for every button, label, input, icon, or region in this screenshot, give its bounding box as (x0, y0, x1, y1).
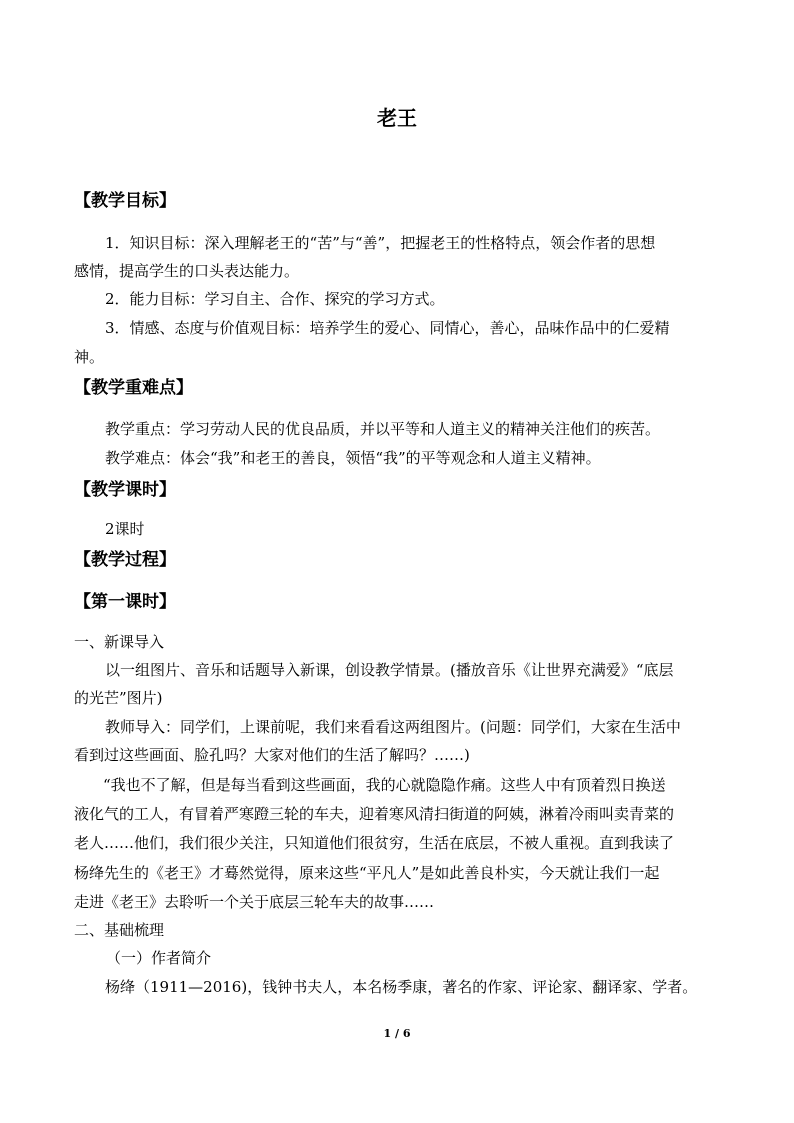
intro-line-9: 走进《老王》去聆听一个关于底层三轮车夫的故事…… (74, 893, 435, 911)
intro-line-4: 看到过这些画面、脸孔吗？大家对他们的生活了解吗？……) (74, 746, 470, 764)
page-title: 老王 (377, 106, 417, 130)
objectives-line-5: 神。 (74, 348, 105, 366)
intro-line-1: 以一组图片、音乐和话题导入新课，创设教学情景。(播放音乐《让世界充满爱》“底层 (105, 661, 674, 679)
intro-line-7: 老人……他们，我们很少关注，只知道他们很贫穷，生活在底层，不被人重视。直到我读了 (74, 834, 675, 852)
intro-line-6: 液化气的工人，有冒着严寒蹬三轮的车夫，迎着寒风清扫街道的阿姨，淋着冷雨叫卖青菜的 (74, 805, 675, 823)
key-points-line-2: 教学难点：体会“我”和老王的善良，领悟“我”的平等观念和人道主义精神。 (105, 449, 601, 467)
heading-hours: 【教学课时】 (74, 480, 176, 500)
intro-line-2: 的光芒”图片) (74, 689, 163, 707)
hours-value: 2课时 (105, 520, 145, 538)
heading-objectives: 【教学目标】 (74, 191, 176, 211)
intro-line-8: 杨绛先生的《老王》才蓦然觉得，原来这些“平凡人”是如此善良朴实，今天就让我们一起 (74, 864, 660, 882)
heading-basics: 二、基础梳理 (74, 921, 165, 939)
heading-first-lesson: 【第一课时】 (74, 592, 176, 612)
heading-key-points: 【教学重难点】 (74, 378, 193, 398)
objectives-line-1: 1．知识目标：深入理解老王的“苦”与“善”，把握老王的性格特点，领会作者的思想 (105, 234, 656, 252)
intro-line-3: 教师导入：同学们，上课前呢，我们来看看这两组图片。(问题：同学们，大家在生活中 (105, 718, 681, 736)
key-points-line-1: 教学重点：学习劳动人民的优良品质，并以平等和人道主义的精神关注他们的疾苦。 (105, 420, 661, 438)
objectives-line-4: 3．情感、态度与价值观目标：培养学生的爱心、同情心，善心，品味作品中的仁爱精 (105, 319, 670, 337)
page-number: 1 / 6 (383, 1027, 411, 1040)
heading-intro: 一、新课导入 (74, 633, 165, 651)
heading-author-intro: （一）作者简介 (106, 949, 212, 967)
intro-line-5: “我也不了解，但是每当看到这些画面，我的心就隐隐作痛。这些人中有顶着烈日换送 (103, 776, 666, 794)
objectives-line-3: 2．能力目标：学习自主、合作、探究的学习方式。 (105, 290, 445, 308)
heading-process: 【教学过程】 (74, 550, 176, 570)
objectives-line-2: 感情，提高学生的口头表达能力。 (74, 262, 300, 280)
author-intro-line-1: 杨绛（1911—2016)，钱钟书夫人，本名杨季康，著名的作家、评论家、翻译家、学者。 (105, 978, 698, 996)
